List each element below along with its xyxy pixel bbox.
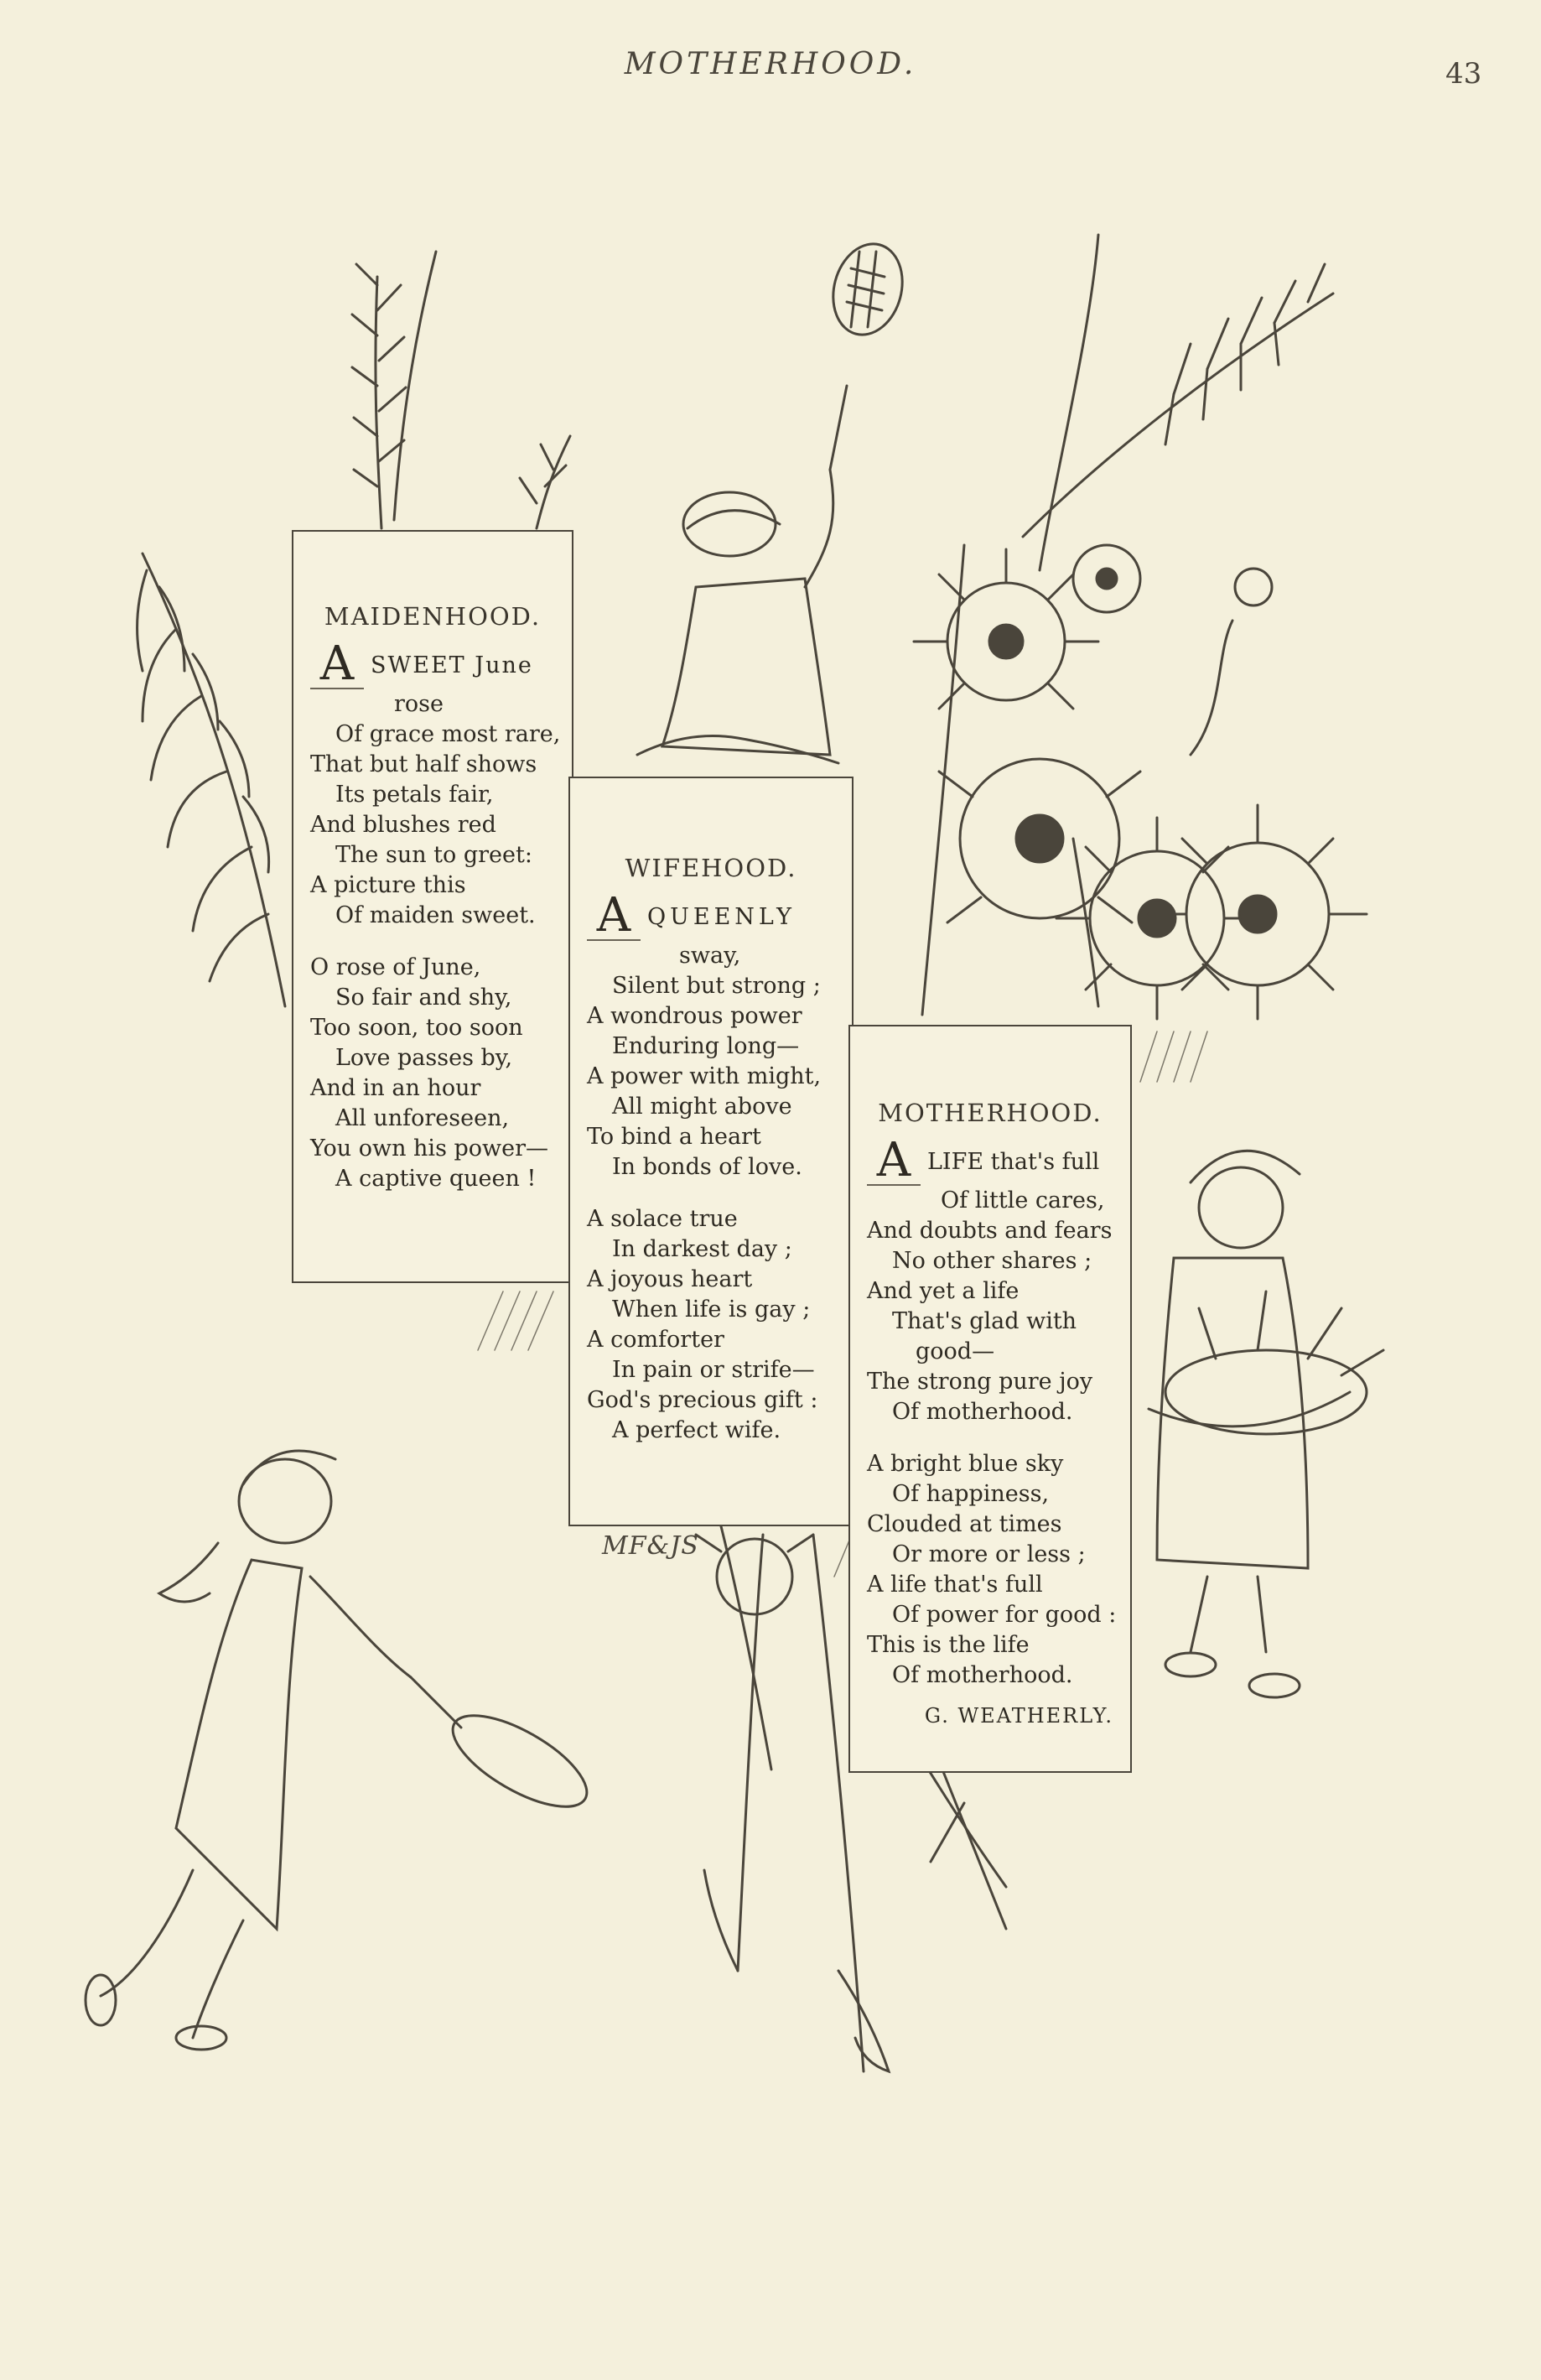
poem-line: rose <box>394 691 444 717</box>
poem-line: You own his power— <box>310 1135 549 1161</box>
poem-line: All unforeseen, <box>335 1105 510 1131</box>
poem-first-words: SWEET June <box>371 652 533 678</box>
poem-line: A wondrous power <box>587 1003 802 1029</box>
wifehood-panel <box>568 777 854 1526</box>
poem-first-line <box>867 1133 1113 1187</box>
poem-line: The strong pure joy <box>867 1369 1093 1395</box>
poem-line: Love passes by, <box>335 1045 513 1071</box>
drop-cap: A <box>310 641 364 689</box>
poem-line: Of grace most rare, <box>335 721 561 747</box>
poem-line: good— <box>916 1338 995 1364</box>
poem-line: Enduring long— <box>612 1033 800 1059</box>
oat-stalk-illustration <box>137 553 285 1006</box>
poem-line: This is the life <box>867 1632 1030 1658</box>
poem-line: sway, <box>679 943 741 969</box>
poem-line: Or more or less ; <box>892 1541 1086 1567</box>
poem-line: A solace true <box>587 1206 738 1232</box>
poem-line: A joyous heart <box>587 1266 753 1292</box>
poem-line: O rose of June, <box>310 954 481 980</box>
drop-cap: A <box>867 1137 921 1186</box>
poem-line: Its petals fair, <box>335 782 494 808</box>
poem-author: G. WEATHERLY. <box>924 1704 1113 1728</box>
poem-line: A comforter <box>587 1327 724 1353</box>
girl-with-basket-illustration <box>1149 1151 1383 1697</box>
poem-line: No other shares ; <box>892 1248 1092 1274</box>
poem-line: The sun to greet: <box>335 842 532 868</box>
running-title: MOTHERHOOD. <box>624 47 917 81</box>
poem-line: A perfect wife. <box>612 1417 781 1443</box>
poem-line: Silent but strong ; <box>612 973 821 999</box>
poem-first-line <box>587 888 835 943</box>
page-number: 43 <box>1445 57 1482 91</box>
engraver-monogram: MF&JS <box>602 1531 699 1561</box>
flower-bouquet-illustration <box>914 545 1367 1019</box>
poem-line: And doubts and fears <box>867 1218 1113 1244</box>
poem-line: Of motherhood. <box>892 1399 1073 1425</box>
poem-line: And blushes red <box>310 812 496 838</box>
wheat-ear-illustration <box>352 252 570 528</box>
poem-line: Of happiness, <box>892 1481 1050 1507</box>
motherhood-panel <box>848 1025 1132 1773</box>
grass-stalk-illustration <box>1023 235 1333 570</box>
poem-line: Too soon, too soon <box>310 1015 523 1041</box>
poem-first-words: LIFE that's full <box>927 1149 1100 1175</box>
poem-line: That's glad with <box>892 1308 1077 1334</box>
poem-line: And yet a life <box>867 1278 1020 1304</box>
maidenhood-panel <box>292 530 573 1283</box>
poem-line: When life is gay ; <box>612 1297 811 1323</box>
stanza-gap <box>587 1182 835 1204</box>
poem-line: Of motherhood. <box>892 1662 1073 1688</box>
panel-title: MOTHERHOOD. <box>878 1099 1103 1127</box>
poem-line: To bind a heart <box>587 1124 761 1150</box>
child-with-racket-illustration <box>637 236 912 763</box>
poem-line: Of power for good : <box>892 1602 1117 1628</box>
poem-line: So fair and shy, <box>335 985 512 1011</box>
poem-line: A captive queen ! <box>335 1166 537 1192</box>
girl-with-racket-illustration <box>86 1451 599 2050</box>
poem-line: In bonds of love. <box>612 1154 802 1180</box>
poem-line: Clouded at times <box>867 1511 1062 1537</box>
poem-line: And in an hour <box>310 1075 481 1101</box>
poem-line: That but half shows <box>310 751 537 777</box>
panel-title: WIFEHOOD. <box>625 854 797 882</box>
poem-line: A power with might, <box>587 1063 822 1089</box>
poem-first-words: QUEENLY <box>647 904 796 930</box>
drop-cap: A <box>587 892 641 941</box>
poem-first-line <box>310 637 555 691</box>
poem-line: God's precious gift : <box>587 1387 818 1413</box>
poem-line: A life that's full <box>867 1572 1043 1598</box>
panel-title: MAIDENHOOD. <box>324 602 542 631</box>
poem-line: All might above <box>612 1094 792 1120</box>
poem-line: Of little cares, <box>941 1187 1105 1213</box>
poem-line: Of maiden sweet. <box>335 902 536 928</box>
stanza-gap <box>310 931 555 953</box>
poem-line: A picture this <box>310 872 466 898</box>
poem-line: A bright blue sky <box>867 1451 1064 1477</box>
poem-line: In darkest day ; <box>612 1236 792 1262</box>
poem-line: In pain or strife— <box>612 1357 815 1383</box>
stanza-gap <box>867 1427 1113 1449</box>
